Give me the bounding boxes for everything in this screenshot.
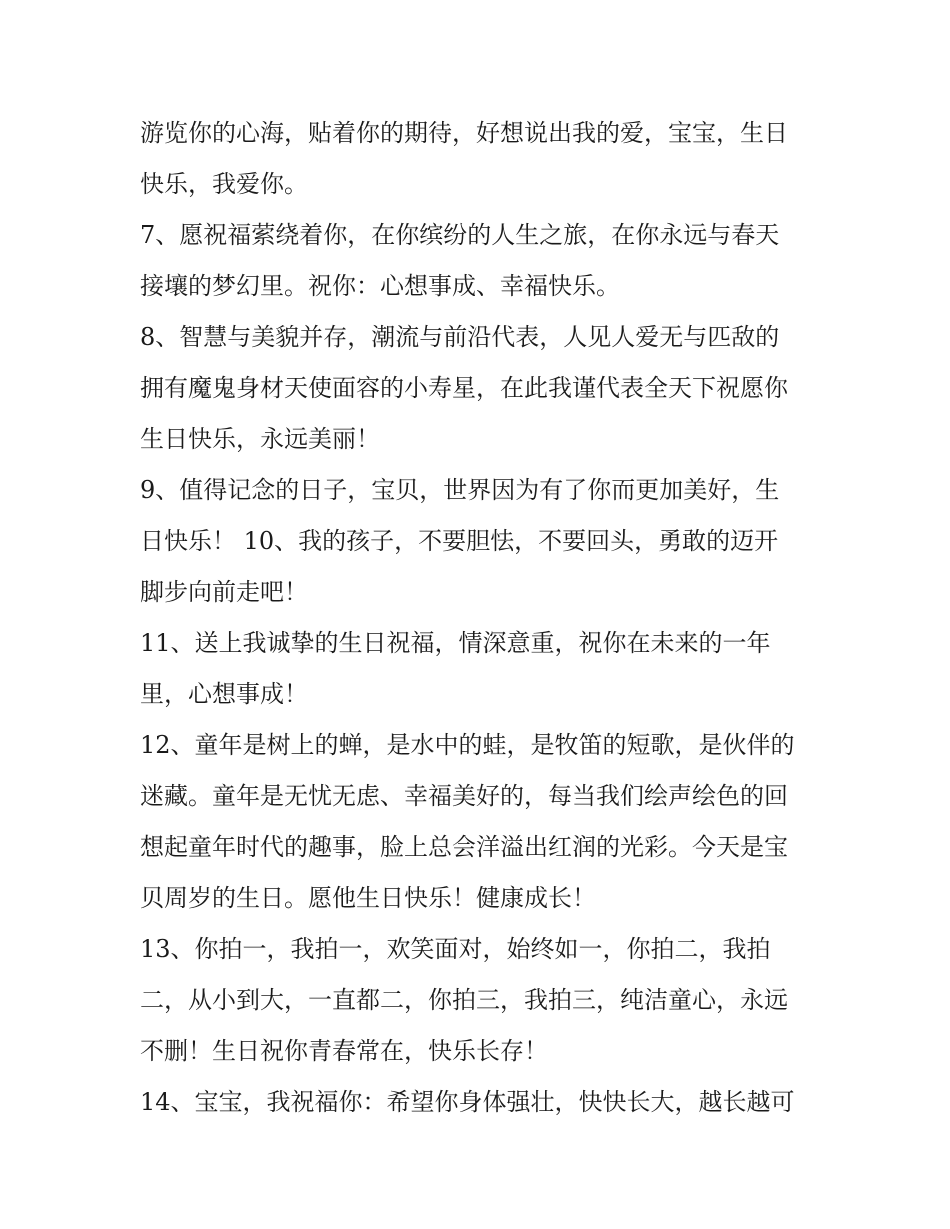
text-line: 生日快乐，永远美丽！ <box>140 425 380 453</box>
text-line: 迷藏。童年是无忧无虑、幸福美好的，每当我们绘声绘色的回 <box>140 782 788 810</box>
text-line: 接壤的梦幻里。祝你：心想事成、幸福快乐。 <box>140 272 620 300</box>
text-line: 里，心想事成！ <box>140 680 308 708</box>
text-line: 不删！生日祝你青春常在，快乐长存！ <box>140 1037 548 1065</box>
text-line: 8、智慧与美貌并存，潮流与前沿代表，人见人爱无与匹敌的 <box>140 323 780 351</box>
text-line: 游览你的心海，贴着你的期待，好想说出我的爱，宝宝，生日 <box>140 119 788 147</box>
text-line: 12、童年是树上的蝉，是水中的蛙，是牧笛的短歌，是伙伴的 <box>140 731 795 759</box>
text-line: 13、你拍一，我拍一，欢笑面对，始终如一，你拍二，我拍 <box>140 935 771 963</box>
text-line: 7、愿祝福萦绕着你，在你缤纷的人生之旅，在你永远与春天 <box>140 221 780 249</box>
text-line: 14、宝宝，我祝福你：希望你身体强壮，快快长大，越长越可 <box>140 1088 795 1116</box>
text-line: 二，从小到大，一直都二，你拍三，我拍三，纯洁童心，永远 <box>140 986 788 1014</box>
text-line: 11、送上我诚挚的生日祝福，情深意重，祝你在未来的一年 <box>140 629 771 657</box>
text-line: 日快乐！ 10、我的孩子，不要胆怯，不要回头，勇敢的迈开 <box>140 527 779 555</box>
text-line: 快乐，我爱你。 <box>140 170 308 198</box>
document-body <box>140 108 830 1128</box>
text-line: 想起童年时代的趣事，脸上总会洋溢出红润的光彩。今天是宝 <box>140 833 788 861</box>
text-line: 拥有魔鬼身材天使面容的小寿星，在此我谨代表全天下祝愿你 <box>140 374 788 402</box>
text-line: 9、值得记念的日子，宝贝，世界因为有了你而更加美好，生 <box>140 476 780 504</box>
text-line: 贝周岁的生日。愿他生日快乐！健康成长！ <box>140 884 596 912</box>
text-line: 脚步向前走吧！ <box>140 578 308 606</box>
